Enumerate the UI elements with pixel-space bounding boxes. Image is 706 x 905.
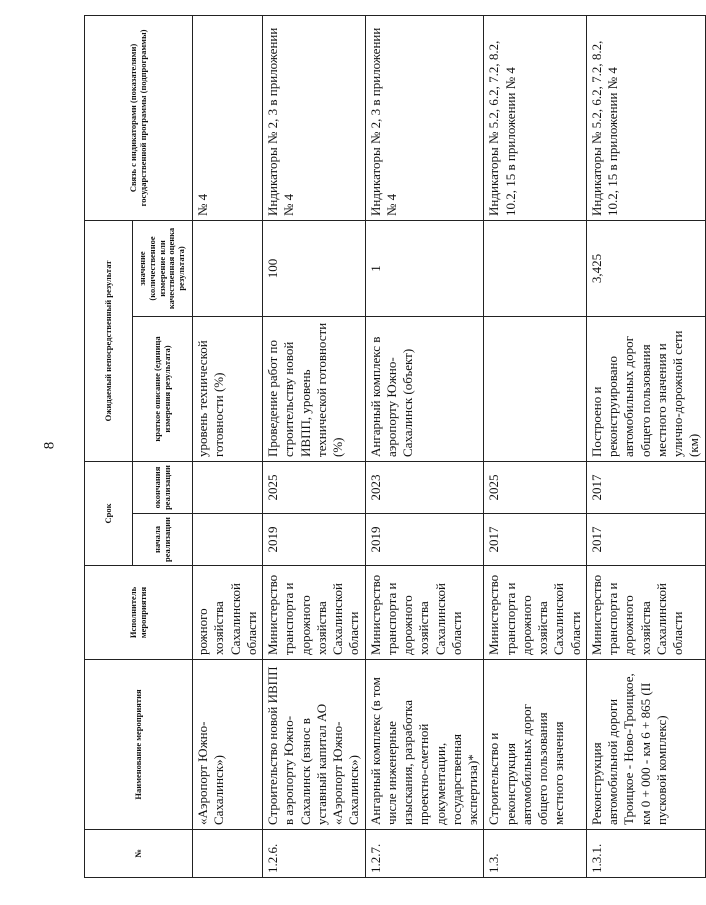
cell-executor: Министерство транспорта и дорожного хозяйства Сахалинской области xyxy=(365,566,484,660)
cell-num: 1.2.7. xyxy=(365,830,484,878)
table-row xyxy=(484,15,587,877)
cell-start: 2017 xyxy=(484,514,587,566)
header-term: Срок xyxy=(85,461,133,565)
cell-name: «Аэропорт Южно-Сахалинск») xyxy=(193,660,263,830)
cell-name: Строительство и реконструкция автомобильных дорог общего пользования местного значения xyxy=(484,660,587,830)
cell-end: 2017 xyxy=(586,461,705,513)
rotated-table-wrapper xyxy=(84,16,702,878)
page-number: 8 xyxy=(41,441,58,450)
cell-num: 1.2.6. xyxy=(263,830,366,878)
header-name: Наименование мероприятия xyxy=(85,660,193,830)
cell-indicator-link: Индикаторы № 5.2, 6.2, 7.2, 8.2, 10.2, 15 в приложении № 4 xyxy=(586,15,705,220)
cell-start xyxy=(193,514,263,566)
header-desc: краткое описание (единица измерения результата) xyxy=(133,316,193,461)
cell-value: 3,425 xyxy=(586,220,705,316)
header-indicator-link: Связь с индикаторами (показателями) государственной программы (подпрограммы) xyxy=(85,15,193,220)
cell-value xyxy=(193,220,263,316)
cell-value: 100 xyxy=(263,220,366,316)
cell-end: 2023 xyxy=(365,461,484,513)
table-header xyxy=(85,15,193,877)
table-body xyxy=(193,15,706,877)
cell-name: Строительство новой ИВПП в аэропорту Южно-Сахалинск (взнос в уставный капитал АО «Аэропорт Южно-Сахалинск») xyxy=(263,660,366,830)
cell-start: 2019 xyxy=(263,514,366,566)
header-executor: Исполнитель мероприятия xyxy=(85,566,193,660)
cell-desc: Ангарный комплекс в аэропорту Южно-Сахалинск (объект) xyxy=(365,316,484,461)
cell-indicator-link: Индикаторы № 2, 3 в приложении № 4 xyxy=(263,15,366,220)
header-expected-result: Ожидаемый непосредственный результат xyxy=(85,220,133,461)
header-value: значение (количественное измерение или качественная оценка результата) xyxy=(133,220,193,316)
table-row xyxy=(586,15,705,877)
cell-indicator-link: № 4 xyxy=(193,15,263,220)
cell-desc: Проведение работ по строительству новой ИВПП, уровень технической готовности (%) xyxy=(263,316,366,461)
cell-indicator-link: Индикаторы № 5.2, 6.2, 7.2, 8.2, 10.2, 15 в приложении № 4 xyxy=(484,15,587,220)
table-row xyxy=(263,15,366,877)
cell-end: 2025 xyxy=(263,461,366,513)
cell-value: 1 xyxy=(365,220,484,316)
program-activities-table xyxy=(84,15,706,878)
cell-executor: рожного хозяйства Сахалинской области xyxy=(193,566,263,660)
cell-end: 2025 xyxy=(484,461,587,513)
header-num: № xyxy=(85,830,193,878)
cell-executor: Министерство транспорта и дорожного хозяйства Сахалинской области xyxy=(484,566,587,660)
cell-start: 2019 xyxy=(365,514,484,566)
cell-desc: уровень технической готовности (%) xyxy=(193,316,263,461)
cell-end xyxy=(193,461,263,513)
cell-desc xyxy=(484,316,587,461)
cell-start: 2017 xyxy=(586,514,705,566)
cell-name: Реконструкция автомобильной дороги Троицкое - Ново-Троицкое, км 0 + 000 - км 6 + 865 (II пусковой комплекс) xyxy=(586,660,705,830)
table-row xyxy=(193,15,263,877)
header-start: начала реализации xyxy=(133,514,193,566)
cell-num: 1.3.1. xyxy=(586,830,705,878)
table-row xyxy=(365,15,484,877)
cell-num xyxy=(193,830,263,878)
cell-name: Ангарный комплекс (в том числе инженерные изыскания, разработка проектно-сметной документации, государственная экспертиза)* xyxy=(365,660,484,830)
cell-executor: Министерство транспорта и дорожного хозяйства Сахалинской области xyxy=(263,566,366,660)
cell-desc: Построено и реконструировано автомобильных дорог общего пользования местного значения и улично-дорожной сети (км) xyxy=(586,316,705,461)
cell-value xyxy=(484,220,587,316)
cell-num: 1.3. xyxy=(484,830,587,878)
header-end: окончания реализации xyxy=(133,461,193,513)
cell-executor: Министерство транспорта и дорожного хозяйства Сахалинской области xyxy=(586,566,705,660)
cell-indicator-link: Индикаторы № 2, 3 в приложении № 4 xyxy=(365,15,484,220)
